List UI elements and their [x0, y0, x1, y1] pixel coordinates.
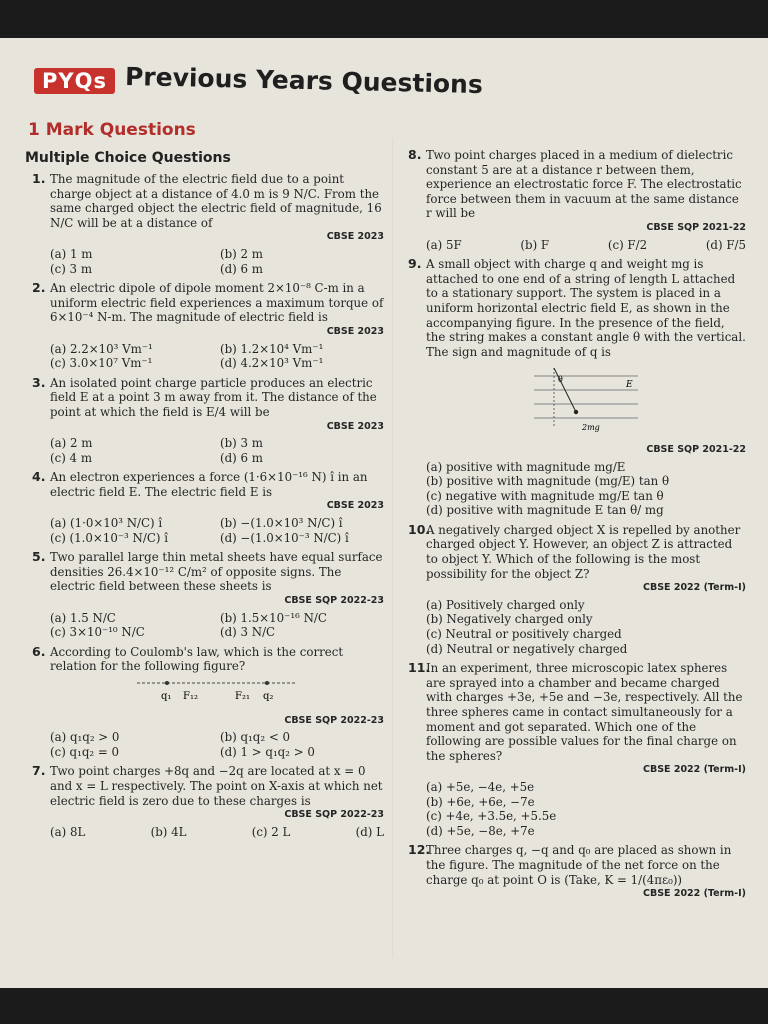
left-column [32, 172, 384, 844]
pyqs-tag: PYQs [34, 68, 115, 94]
charge-q2-dot [265, 681, 269, 685]
answer-option: (a) 2 m [50, 436, 93, 451]
question-number: 4. [32, 469, 46, 485]
answer-option: (a) 1.5 N/C [50, 610, 116, 625]
answer-options [50, 516, 384, 545]
answer-option: (a) 8L [50, 824, 86, 839]
answer-option: (b) +6e, +6e, −7e [426, 794, 535, 809]
question-figure [50, 677, 384, 711]
answer-option: (b) F [520, 237, 550, 252]
exam-source: CBSE 2023 [326, 325, 384, 337]
answer-option: (b) positive with magnitude (mg/E) tan θ [426, 474, 670, 489]
answer-option: (d) Neutral or negatively charged [426, 641, 628, 656]
answer-option: (b) −(1.0×10³ N/C) î [220, 516, 343, 531]
exam-source: CBSE SQP 2022-23 [284, 595, 384, 607]
label-weight: 2mg [582, 423, 600, 433]
charge-q1-dot [165, 681, 169, 685]
question-text: A negatively charged object X is repelled by another charged object Y. However, an object Z is attracted to object Y. Which of the following is the most possibility for the object Z? [426, 522, 741, 581]
exam-source: CBSE 2023 [326, 500, 384, 512]
answer-option: (a) (1·0×10³ N/C) î [50, 516, 163, 531]
coulomb-figure [117, 677, 317, 705]
question-number: 7. [32, 763, 46, 779]
question-item [408, 661, 746, 838]
page-header [34, 61, 484, 100]
label-q1: q₁ [161, 691, 172, 702]
answer-option: (d) +5e, −8e, +7e [426, 823, 535, 838]
answer-option: (a) 2.2×10³ Vm⁻¹ [50, 341, 153, 356]
answer-options [50, 825, 384, 840]
charge-bob [574, 410, 578, 414]
answer-options [50, 247, 384, 276]
answer-options [426, 780, 746, 838]
question-figure [426, 362, 746, 440]
answer-option: (d) L [355, 824, 384, 839]
label-theta: θ [558, 375, 563, 385]
exam-source: CBSE 2022 (Term-I) [642, 888, 746, 900]
answer-option: (c) q₁q₂ = 0 [50, 744, 120, 759]
question-text: A small object with charge q and weight mg is attached to one end of a string of length L attached to a stationary support. The system is placed in a uniform horizontal electric field E, as shown in the accompanying figure. In the presence of the field, the string makes a constant angle θ with the vertical. The sign and magnitude of q is [426, 257, 746, 359]
page-title: Previous Years Questions [124, 61, 484, 100]
label-f21: F₂₁ [235, 691, 250, 702]
answer-options [50, 611, 384, 640]
question-text: Two point charges placed in a medium of dielectric constant 5 are at a distance r between them, experience an electrostatic force F. The electrostatic force between them in vacuum at the same distance r will be [426, 148, 742, 221]
section-heading: 1 Mark Questions [28, 120, 196, 140]
answer-option: (c) F/2 [607, 237, 648, 252]
label-e: E [626, 380, 633, 391]
exam-source: CBSE SQP 2021-22 [646, 443, 746, 455]
answer-options [50, 436, 384, 465]
answer-options [50, 730, 384, 759]
answer-option: (c) 3 m [50, 261, 93, 276]
right-column [408, 148, 746, 907]
question-text: Two point charges +8q and −2q are located at x = 0 and x = L respectively. The point on X-axis at which net electric field is zero due to these charges is [50, 764, 383, 808]
answer-option: (a) 5F [426, 237, 462, 252]
answer-option: (c) Neutral or positively charged [426, 627, 622, 642]
pendulum-figure [526, 362, 646, 434]
question-number: 3. [32, 374, 46, 390]
question-number: 2. [32, 280, 46, 296]
answer-option: (a) positive with magnitude mg/E [426, 459, 626, 474]
question-number: 1. [32, 171, 46, 186]
question-item [32, 645, 384, 760]
answer-option: (d) 1 > q₁q₂ > 0 [220, 744, 315, 759]
answer-option: (c) 4 m [50, 450, 93, 465]
question-text: According to Coulomb's law, which is the correct relation for the following figure? [50, 644, 344, 674]
question-item [408, 523, 746, 656]
question-item [32, 470, 384, 545]
answer-option: (b) 1.2×10⁴ Vm⁻¹ [220, 341, 324, 356]
answer-option: (d) 6 m [220, 450, 263, 465]
answer-option: (b) 2 m [220, 246, 263, 261]
question-number: 9. [408, 256, 422, 272]
question-text: Three charges q, −q and q₀ are placed as shown in the figure. The magnitude of the net force on the charge q₀ at point O is (Take, K = 1/(4πε₀)) [426, 843, 732, 887]
question-item [32, 281, 384, 371]
answer-option: (c) negative with magnitude mg/E tan θ [426, 488, 664, 503]
answer-options [50, 342, 384, 371]
answer-option: (c) (1.0×10⁻³ N/C) î [50, 530, 168, 545]
question-item [408, 843, 746, 901]
answer-option: (b) Negatively charged only [426, 612, 593, 627]
answer-option: (a) q₁q₂ > 0 [50, 730, 120, 745]
answer-option: (b) 1.5×10⁻¹⁶ N/C [220, 610, 327, 625]
answer-option: (d) 6 m [220, 261, 263, 276]
question-item [32, 376, 384, 466]
question-number: 8. [408, 147, 422, 162]
question-text: An isolated point charge particle produces an electric field E at a point 3 m away from it. The distance of the point at which the field is E/4 will be [50, 375, 377, 419]
question-number: 10. [408, 521, 431, 537]
answer-option: (c) +4e, +3.5e, +5.5e [426, 809, 557, 824]
question-item [32, 550, 384, 640]
textbook-page [0, 38, 768, 988]
question-item [408, 148, 746, 252]
answer-options [426, 238, 746, 253]
exam-source: CBSE 2023 [326, 420, 384, 432]
question-number: 11. [408, 660, 431, 676]
answer-option: (a) Positively charged only [426, 597, 585, 612]
exam-source: CBSE SQP 2022-23 [284, 809, 384, 821]
label-q2: q₂ [263, 691, 274, 702]
answer-option: (a) +5e, −4e, +5e [426, 779, 535, 794]
answer-option: (d) positive with magnitude E tan θ/ mg [426, 503, 664, 518]
answer-option: (b) q₁q₂ < 0 [220, 730, 290, 745]
answer-option: (b) 3 m [220, 436, 263, 451]
question-item [408, 257, 746, 518]
question-number: 6. [32, 643, 46, 659]
question-number: 5. [32, 549, 46, 565]
label-f12: F₁₂ [183, 691, 198, 702]
question-text: Two parallel large thin metal sheets have equal surface densities 26.4×10⁻¹² C/m² of opposite signs. The electric field between these sheets is [50, 550, 383, 594]
exam-source: CBSE 2022 (Term-I) [642, 764, 746, 776]
question-text: An electric dipole of dipole moment 2×10⁻⁸ C-m in a uniform electric field experiences a maximum torque of 6×10⁻⁴ N-m. The magnitude of electric field is [50, 281, 384, 325]
answer-option: (b) 4L [150, 824, 187, 839]
section-subheading: Multiple Choice Questions [25, 150, 231, 166]
exam-source: CBSE 2022 (Term-I) [642, 582, 746, 594]
question-text: An electron experiences a force (1·6×10⁻¹⁶ N) î in an electric field E. The electric field E is [50, 470, 368, 499]
answer-options [426, 460, 746, 518]
question-item [32, 764, 384, 839]
answer-option: (a) 1 m [50, 246, 93, 261]
question-text: The magnitude of the electric field due to a point charge object at a distance of 4.0 m is 9 N/C. From the same charged object the electric field of magnitude, 16 N/C will be at a distance of [50, 172, 382, 230]
answer-option: (c) 3×10⁻¹⁰ N/C [50, 625, 145, 640]
question-text: In an experiment, three microscopic latex spheres are sprayed into a chamber and became charged with charges +3e, +5e and −3e, respectively. All the three spheres came in contact simultaneously for a moment and got separated. Which one of the following are possible values for the final charge on the spheres? [426, 661, 743, 763]
exam-source: CBSE 2023 [326, 231, 384, 243]
answer-option: (d) F/5 [705, 237, 746, 252]
question-number: 12. [408, 842, 431, 858]
answer-option: (d) 4.2×10³ Vm⁻¹ [220, 356, 324, 371]
exam-source: CBSE SQP 2022-23 [284, 714, 384, 726]
answer-option: (c) 3.0×10⁷ Vm⁻¹ [50, 356, 153, 371]
answer-option: (d) −(1.0×10⁻³ N/C) î [220, 530, 349, 545]
answer-options [426, 598, 746, 656]
exam-source: CBSE SQP 2021-22 [646, 221, 746, 233]
answer-option: (d) 3 N/C [220, 625, 276, 640]
answer-option: (c) 2 L [251, 824, 291, 839]
question-item [32, 172, 384, 276]
